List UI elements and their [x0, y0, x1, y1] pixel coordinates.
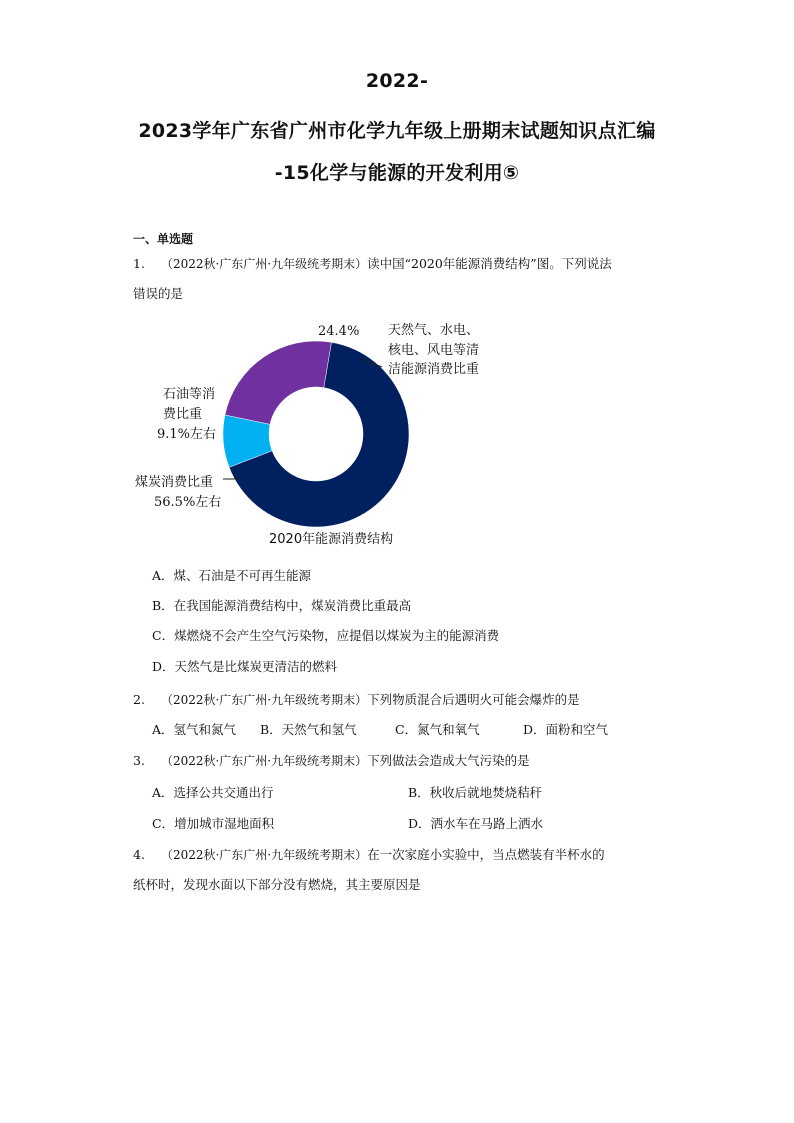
question-4-text-b: 纸杯时，发现水面以下部分没有燃烧，其主要原因是	[133, 877, 421, 892]
question-1-option-a[interactable]: A．煤、石油是不可再生能源	[152, 568, 312, 583]
question-3-option-d[interactable]: D．洒水车在马路上洒水	[408, 816, 544, 831]
question-1-option-c[interactable]: C．煤燃烧不会产生空气污染物，应提倡以煤炭为主的能源消费	[152, 628, 500, 643]
question-3-option-a[interactable]: A．选择公共交通出行	[152, 785, 274, 800]
question-2-source: （2022秋·广东广州·九年级统考期末）	[160, 693, 368, 707]
label-clean-energy-value: 24.4%	[318, 324, 360, 339]
question-2-option-d[interactable]: D．面粉和空气	[523, 722, 609, 737]
label-coal-value: 56.5%左右	[154, 495, 222, 510]
question-2	[133, 685, 663, 715]
question-3	[133, 746, 663, 776]
section-heading: 一、单选题	[133, 232, 194, 246]
question-1-source: （2022秋·广东广州·九年级统考期末）	[160, 257, 368, 271]
label-oil-line-2: 费比重	[163, 407, 203, 422]
question-2-option-c[interactable]: C．氮气和氧气	[395, 722, 480, 737]
question-1	[133, 249, 663, 309]
energy-donut-chart	[120, 315, 520, 555]
doc-title-line-2: 2023学年广东省广州市化学九年级上册期末试题知识点汇编	[138, 120, 656, 142]
label-clean-energy-line-3: 洁能源消费比重	[388, 362, 480, 377]
question-4-source: （2022秋·广东广州·九年级统考期末）	[160, 848, 368, 862]
question-4-line-1	[133, 840, 663, 870]
question-2-number: 2.	[133, 692, 145, 707]
label-oil-line-1: 石油等消	[163, 387, 216, 402]
question-4-number: 4.	[133, 847, 145, 862]
question-1-text-a: 读中国“2020年能源消费结构”图。下列说法	[367, 256, 612, 271]
question-4	[133, 840, 663, 900]
question-1-option-b[interactable]: B．在我国能源消费结构中，煤炭消费比重最高	[152, 598, 412, 613]
question-3-number: 3.	[133, 753, 145, 768]
question-2-text: 下列物质混合后遇明火可能会爆炸的是	[367, 692, 580, 707]
question-3-option-c[interactable]: C．增加城市湿地面积	[152, 816, 275, 831]
question-1-text-b: 错误的是	[133, 286, 184, 301]
chart-title: 2020年能源消费结构	[269, 532, 394, 547]
label-clean-energy-line-2: 核电、风电等清	[388, 343, 480, 358]
label-clean-energy-line-1: 天然气、水电、	[388, 323, 480, 338]
question-3-source: （2022秋·广东广州·九年级统考期末）	[160, 754, 368, 768]
label-oil-value: 9.1%左右	[157, 427, 217, 442]
question-2-option-b[interactable]: B．天然气和氢气	[260, 722, 357, 737]
question-1-line-1	[133, 249, 663, 279]
doc-title-line-1: 2022-	[365, 70, 429, 92]
doc-title-line-3: -15化学与能源的开发利用⑤	[274, 162, 520, 184]
slice-clean-energy	[225, 341, 332, 424]
question-1-number: 1.	[133, 256, 145, 271]
question-3-text: 下列做法会造成大气污染的是	[367, 753, 530, 768]
question-1-option-d[interactable]: D．天然气是比煤炭更清洁的燃料	[152, 659, 338, 674]
question-2-option-a[interactable]: A．氢气和氮气	[152, 722, 237, 737]
question-4-text-a: 在一次家庭小实验中，当点燃装有半杯水的	[367, 847, 605, 862]
label-coal-line-1: 煤炭消费比重	[135, 475, 214, 490]
question-3-option-b[interactable]: B．秋收后就地焚烧秸秆	[408, 785, 543, 800]
